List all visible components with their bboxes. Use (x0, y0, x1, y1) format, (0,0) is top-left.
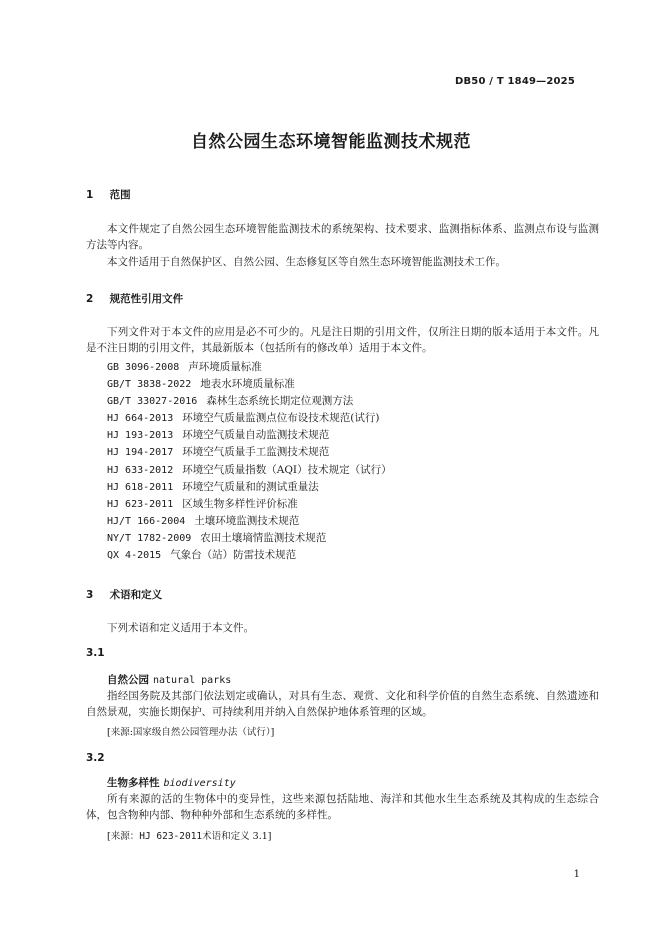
reference-code: GB 3096-2008 (107, 362, 180, 373)
reference-item (107, 444, 392, 461)
reference-code: HJ 633-2012 (107, 464, 174, 476)
reference-item (107, 427, 392, 444)
reference-title: 环境空气质量自动监测技术规范 (182, 429, 330, 442)
reference-item (107, 376, 392, 393)
term-source: [来源:国家级自然公园管理办法（试行）] (107, 727, 275, 738)
section-title: 范围 (109, 189, 131, 201)
reference-title: 声环境质量标准 (188, 361, 262, 373)
reference-code: HJ 664-2013 (107, 413, 174, 425)
source-suffix: 术语和定义 3.1] (202, 831, 272, 842)
reference-code: HJ 194-2017 (107, 447, 174, 459)
source-reference: HJ 623-2011 (139, 831, 203, 842)
section-heading-normative-refs (86, 291, 183, 306)
term-source (107, 828, 271, 842)
section-number: 1 (86, 189, 94, 201)
term-heading (107, 775, 236, 790)
reference-code: HJ/T 166-2004 (107, 515, 186, 527)
reference-item (107, 462, 392, 479)
reference-code: HJ 618-2011 (107, 481, 174, 493)
term-number: 3.1 (86, 647, 105, 659)
reference-item (107, 496, 392, 513)
reference-title: 环境空气质量指数（AQI）技术规定（试行） (182, 463, 392, 476)
reference-code: HJ 623-2011 (107, 498, 174, 510)
term-definition: 指经国务院及其部门依法划定或确认，对具有生态、观赏、文化和科学价值的自然生态系统、自然遗迹和自然景观，实施长期保护、可持续利用并纳入自然保护地体系管理的区域。 (86, 690, 599, 718)
reference-code: NY/T 1782-2009 (107, 532, 192, 544)
reference-title: 环境空气质量监测点位布设技术规范(试行) (182, 412, 380, 425)
term-number: 3.2 (86, 752, 105, 764)
source-prefix: [来源： (107, 831, 140, 842)
section-number: 3 (86, 589, 94, 601)
reference-item (107, 479, 392, 496)
section-title: 规范性引用文件 (109, 293, 184, 305)
reference-title: 气象台（站）防雷技术规范 (170, 549, 297, 562)
term-heading (107, 672, 231, 687)
reference-code: HJ 193-2013 (107, 430, 174, 442)
section-number: 2 (86, 293, 94, 305)
reference-title: 环境空气质量手工监测技术规范 (182, 446, 330, 459)
reference-code: GB/T 3838-2022 (107, 379, 192, 391)
scope-paragraph-1: 本文件规定了自然公园生态环境智能监测技术的系统架构、技术要求、监测指标体系、监测点布设与监测方法等内容。 (86, 223, 599, 251)
reference-title: 土壤环境监测技术规范 (194, 514, 300, 527)
reference-title: 环境空气质量和的测试重量法 (182, 480, 319, 493)
reference-item (107, 359, 392, 376)
scope-paragraph-2: 本文件适用于自然保护区、自然公园、生态修复区等自然生态环境智能监测技术工作。 (107, 256, 506, 268)
reference-title: 地表水环境质量标准 (200, 378, 295, 391)
normative-refs-intro: 下列文件对于本文件的应用是必不可少的。凡是注日期的引用文件，仅所注日期的版本适用于本文件。凡是不注日期的引用文件，其最新版本（包括所有的修改单）适用于本文件。 (86, 326, 599, 354)
reference-item (107, 513, 392, 530)
reference-title: 农田土壤墒情监测技术规范 (200, 531, 327, 544)
section-title: 术语和定义 (109, 589, 163, 601)
section-heading-scope (86, 187, 131, 202)
term-definition: 所有来源的活的生物体中的变异性，这些来源包括陆地、海洋和其他水生生态系统及其构成的生态综合体，包含物种内部、物种种外部和生态系统的多样性。 (86, 793, 599, 821)
reference-list (107, 359, 392, 564)
term-english: natural parks (153, 675, 232, 686)
terms-intro: 下列术语和定义适用于本文件。 (107, 622, 254, 634)
reference-item (107, 410, 392, 427)
term-english: biodiversity (163, 778, 236, 789)
document-title: 自然公园生态环境智能监测技术规范 (191, 132, 471, 152)
reference-title: 区域生物多样性评价标准 (182, 497, 298, 510)
standard-code: DB50 / T 1849—2025 (454, 76, 575, 87)
section-heading-terms (86, 587, 162, 602)
reference-item (107, 393, 392, 410)
page-number: 1 (573, 869, 580, 880)
term-chinese: 生物多样性 (107, 777, 160, 789)
reference-item (107, 530, 392, 547)
reference-code: QX 4-2015 (107, 550, 162, 562)
reference-item (107, 547, 392, 564)
reference-code: GB/T 33027-2016 (107, 396, 198, 408)
reference-title: 森林生态系统长期定位观测方法 (206, 395, 354, 408)
term-chinese: 自然公园 (107, 674, 149, 686)
